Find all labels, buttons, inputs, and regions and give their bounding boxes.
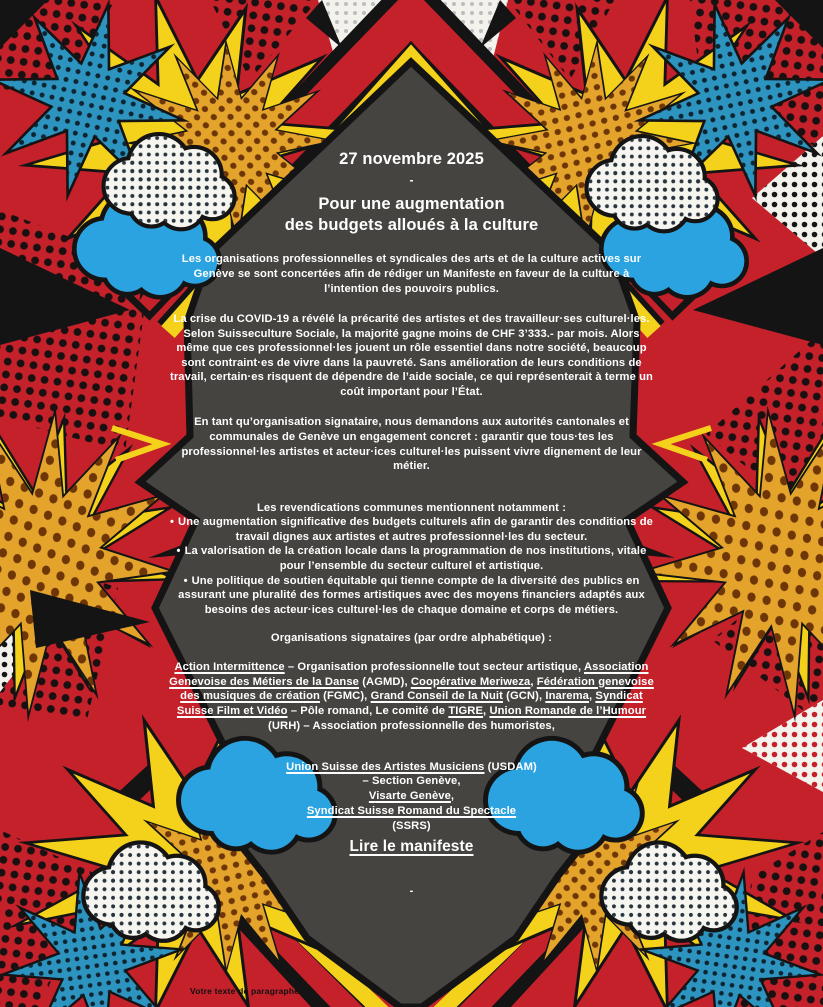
- bullet-marker: •: [183, 574, 188, 587]
- bullet-marker: •: [170, 516, 175, 529]
- bottom-separator-dash: -: [409, 884, 414, 897]
- bullet-text: Une augmentation significative des budgets culturels afin de garantir des conditions de travail dignes aux artistes et autres professionnel·les du secteur.: [178, 516, 653, 543]
- usdam-line: – Section Genève,: [362, 775, 461, 788]
- bullet-text: La valorisation de la création locale dans la programmation de nos institutions, vitale pour l’ensemble du secteur culturel et artistique.: [184, 545, 647, 572]
- demande-paragraph: En tant qu’organisation signataire, nous demandons aux autorités cantonales et communales de Genève un engagement concret : garantir que tous·tes les professionnel·les artistes et acteur·ices culturel·les puissent vivre dignement de leur métier.: [181, 416, 642, 473]
- bullet-text: Une politique de soutien équitable qui tienne compte de la diversité des publics en assurant une pluralité des formes artistiques avec des moyens financiers adaptés aux besoins des acteur·ices culturel·les de chaque domaine et corps de métiers.: [178, 574, 645, 616]
- poster-title-line-1: Pour une augmentation: [318, 195, 505, 214]
- usdam-line: Union Suisse des Artistes Musiciens (USDAM): [286, 760, 537, 773]
- content-panel: [166, 150, 658, 897]
- bullet-item: [166, 574, 658, 618]
- intro-paragraph: Les organisations professionnelles et syndicales des arts et de la culture actives sur Genève se sont concertées afin de rédiger un Manifeste en faveur de la culture à l’intention des pouvoirs publics.: [181, 253, 642, 295]
- organisations-paragraph: Action Intermittence – Organisation professionnelle tout secteur artistique, Association Genevoise des Métiers de la Danse (AGMD), Coopérative Meriweza, Fédération genevoise des musiques de création (FGMC), Grand Conseil de la Nuit (GCN), Inarema, Syndicat Suisse Film et Vidéo – Pôle romand, Le comité de TIGRE, Union Romande de l’Humour (URH) – Association professionnelle des humoristes,: [169, 660, 654, 732]
- covid-paragraph: La crise du COVID-19 a révélé la précarité des artistes et des travailleur·ses culturel·les. Selon Suisseculture Sociale, la majorité gagne moins de CHF 3’333.- par mois. Alors même que ces professionnel·les jouent un rôle essentiel dans notre société, beaucoup sont contraint·es de vivre dans la pauvreté. Sans amélioration de leurs conditions de travail, certain·es risquent de dépendre de l’aide sociale, ce qui représenterait à terme un coût important pour l’État.: [170, 313, 653, 398]
- revendications-header: Les revendications communes mentionnent notamment :: [256, 501, 567, 514]
- usdam-line: Visarte Genève,: [368, 790, 455, 803]
- bullet-list: [166, 515, 658, 617]
- signataires-header: Organisations signataires (par ordre alphabétique) :: [270, 632, 553, 645]
- bullet-marker: •: [176, 545, 181, 558]
- music-unions-block: [166, 760, 658, 834]
- usdam-line: (SSRS): [392, 819, 431, 832]
- poster-title-line-2: des budgets alloués à la culture: [284, 216, 539, 235]
- usdam-line: Syndicat Suisse Romand du Spectacle: [306, 805, 517, 817]
- bullet-item: [166, 515, 658, 544]
- date-heading: 27 novembre 2025: [339, 150, 484, 168]
- read-manifesto-link[interactable]: Lire le manifeste: [349, 837, 474, 855]
- footer-placeholder-text: Votre texte de paragraphe: [190, 986, 300, 996]
- bullet-item: [166, 544, 658, 573]
- poster-title: [166, 194, 658, 236]
- separator-dash: -: [409, 172, 414, 187]
